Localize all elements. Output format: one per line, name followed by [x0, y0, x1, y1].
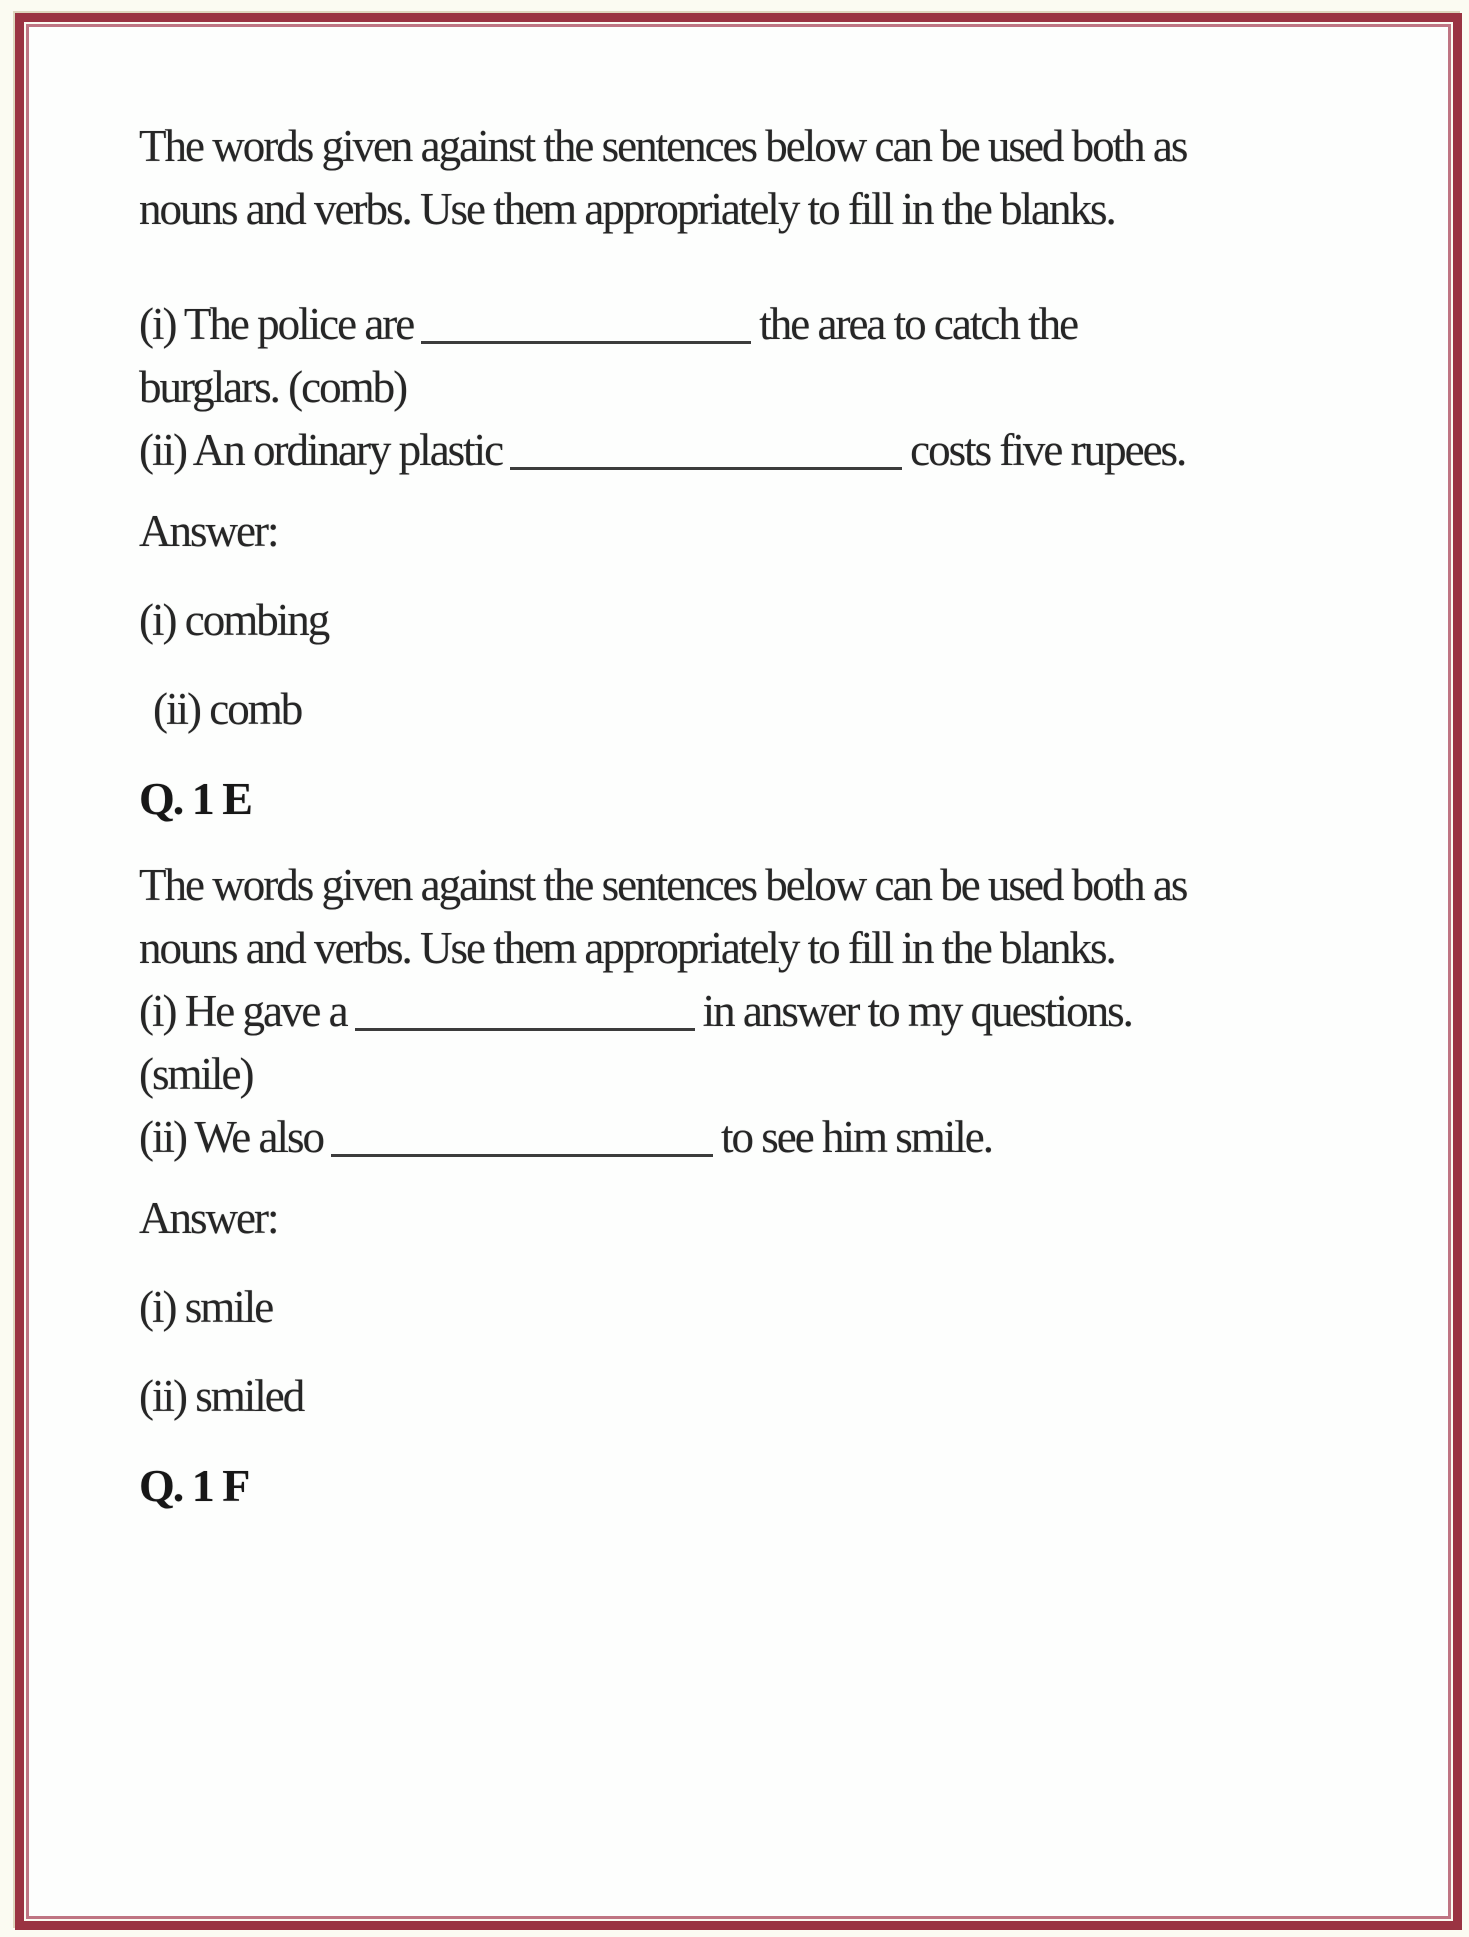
answer-e-2: (ii) smiled [139, 1371, 304, 1421]
answer-label-e: Answer: [139, 1193, 278, 1243]
exercise-d-item-1 [139, 293, 1219, 419]
answer-e-1: (i) smile [139, 1282, 273, 1332]
exercise-e-item1-suffix: in answer to my questions. (smile) [139, 986, 1132, 1099]
worksheet-content [139, 115, 1219, 1517]
exercise-d-item2-prefix: (ii) An ordinary plastic [139, 425, 503, 475]
fill-in-blank-line [421, 298, 751, 344]
exercise-d-item1-suffix: the area to catch the burglars. (comb) [139, 299, 1078, 412]
instruction-paragraph-d: The words given against the sentences below can be used both as nouns and verbs. Use them appropriately to fill in the blanks. [139, 121, 1187, 234]
answer-d-1: (i) combing [139, 595, 329, 645]
exercise-e-item-1 [139, 980, 1219, 1106]
instruction-paragraph-e: The words given against the sentences below can be used both as nouns and verbs. Use them appropriately to fill in the blanks. [139, 860, 1187, 973]
fill-in-blank-line [510, 424, 902, 470]
exercise-e-item-2 [139, 1106, 1219, 1169]
exercise-e-item2-prefix: (ii) We also [139, 1112, 323, 1162]
question-heading-e: Q. 1 E [139, 773, 251, 824]
exercise-e-item1-prefix: (i) He gave a [139, 986, 347, 1036]
fill-in-blank-line [331, 1111, 713, 1157]
exercise-d-item1-prefix: (i) The police are [139, 299, 414, 349]
exercise-d-item2-suffix: costs five rupees. [910, 425, 1186, 475]
question-heading-f: Q. 1 F [139, 1460, 249, 1511]
spacer [139, 241, 1219, 293]
answer-label-d: Answer: [139, 506, 278, 556]
page-inner-border [26, 24, 1451, 1919]
answer-d-2: (ii) comb [153, 684, 302, 734]
exercise-e-item2-suffix: to see him smile. [721, 1112, 992, 1162]
page-border-frame [15, 13, 1462, 1930]
exercise-d-item-2 [139, 419, 1219, 482]
fill-in-blank-line [355, 985, 695, 1031]
